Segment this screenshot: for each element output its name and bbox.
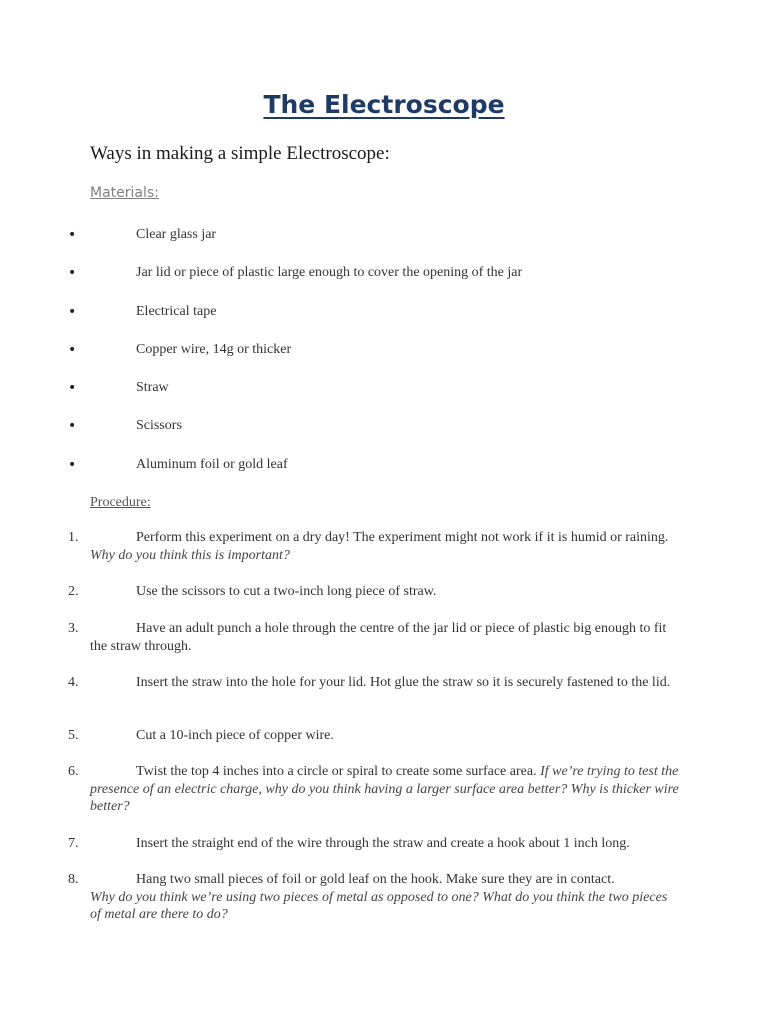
step-body [90,871,680,924]
bullet-icon: • [68,227,77,243]
step-text: Cut a 10-inch piece of copper wire. [136,728,334,743]
document-title: The Electroscope [263,90,505,119]
step-number: 6. [68,764,79,779]
bullet-icon: • [68,303,77,320]
step-body [90,620,680,655]
material-text: Aluminum foil or gold leaf [136,456,288,472]
bullet-icon: • [68,265,77,282]
step-number: 4. [68,675,79,690]
step-number: 2. [68,584,79,599]
material-text: Jar lid or piece of plastic large enough to cover the opening of the jar [136,265,523,281]
step-text: Insert the straw into the hole for your lid. Hot glue the straw so it is securely fastened to the lid. [136,675,671,690]
step-text: Hang two small pieces of foil or gold leaf on the hook. Make sure they are in contact. [136,872,615,887]
material-text: Straw [136,380,169,396]
list-item [0,417,768,455]
step-question: If we’re trying to test the presence of an electric charge, why do you think having a larger surface area better? Why is thicker wire better? [90,764,679,814]
step-body [90,529,680,564]
step-question: Why do you think this is important? [90,547,290,563]
material-text: Electrical tape [136,303,217,319]
step-body [90,835,680,853]
procedure-label: Procedure: [90,495,151,510]
list-item [0,226,768,264]
list-item [0,456,768,494]
step-body [90,674,680,692]
step-text: Perform this experiment on a dry day! The experiment might not work if it is humid or raining. [136,530,669,545]
step-text: Use the scissors to cut a two-inch long piece of straw. [136,584,437,599]
step-number: 5. [68,728,79,743]
bullet-icon: • [68,380,77,397]
step-number: 3. [68,621,79,636]
list-item [0,264,768,302]
bullet-icon: • [68,341,77,358]
materials-label: Materials: [90,185,159,201]
step-text: Insert the straight end of the wire through the straw and create a hook about 1 inch long. [136,836,630,851]
step-question: Why do you think we’re using two pieces of metal as opposed to one? What do you think the two pieces of metal are there to do? [90,889,668,922]
list-item [0,341,768,379]
step-body [90,727,680,745]
bullet-icon: • [68,456,77,473]
step-text: Have an adult punch a hole through the centre of the jar lid or piece of plastic big enough to fit the straw through. [90,621,667,654]
step-number: 8. [68,872,79,887]
step-body [90,763,680,816]
section-heading: Ways in making a simple Electroscope: [90,143,390,164]
material-text: Copper wire, 14g or thicker [136,341,292,357]
step-body [90,583,680,601]
bullet-icon: • [68,418,77,435]
list-item [0,303,768,341]
list-item [0,379,768,417]
step-number: 7. [68,836,79,851]
materials-list [0,226,768,494]
step-text: Twist the top 4 inches into a circle or spiral to create some surface area. [136,764,537,779]
material-text: Clear glass jar [136,227,217,242]
step-number: 1. [68,530,79,545]
material-text: Scissors [136,418,182,434]
